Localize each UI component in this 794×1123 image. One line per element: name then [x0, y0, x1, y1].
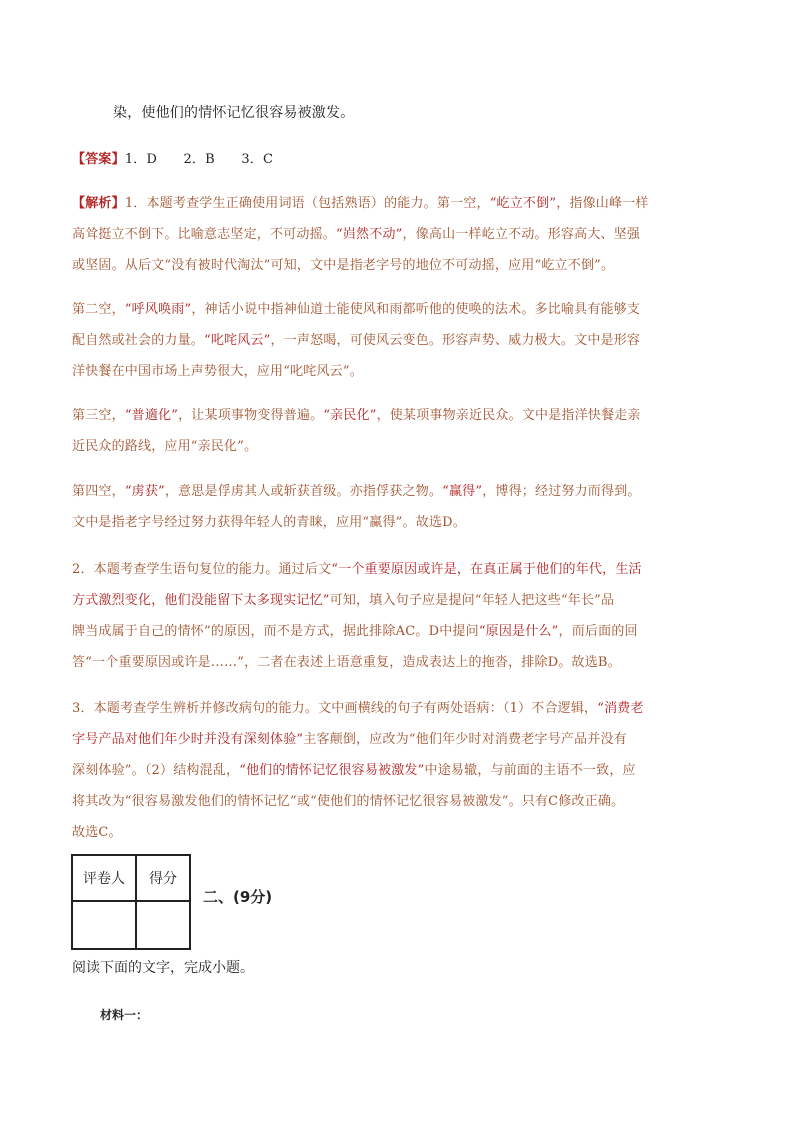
analysis-q2-line-4: 答“一个重要原因或许是……”，二者在表述上语意重复，造成表达上的拖沓，排除D。故选B。 [72, 655, 621, 670]
score-header: 得分 [136, 855, 190, 901]
grader-table [71, 854, 191, 950]
analysis-q1-p2-line-1: 第二空，“呼风唤雨”，神话小说中指神仙道士能使风和雨都听他的使唤的法术。多比喻具有能够支 [72, 302, 641, 317]
reading-instruction: 阅读下面的文字，完成小题。 [72, 960, 254, 976]
analysis-q3-line-4: 将其改为“很容易激发他们的情怀记忆”或“使他们的情怀记忆很容易被激发”。只有C修改正确。 [72, 794, 625, 809]
analysis-q3-line-2: 字号产品对他们年少时并没有深刻体验”主客颠倒，应改为“他们年少时对消费老字号产品并没有 [72, 732, 627, 747]
analysis-q3-line-5: 故选C。 [72, 825, 122, 840]
material-label: 材料一： [100, 1008, 149, 1022]
analysis-q1-line-2: 高耸挺立不倒下。比喻意志坚定，不可动摇。“岿然不动”，像高山一样屹立不动。形容高大、坚强 [72, 227, 641, 242]
top-line: 染，使他们的情怀记忆很容易被激发。 [113, 105, 355, 121]
analysis-q1-p2-line-2: 配自然或社会的力量。“叱咤风云”，一声怒喝，可使风云变色。形容声势、威力极大。文中是形容 [72, 333, 641, 348]
analysis-q2-line-2: 方式激烈变化，他们没能留下太多现实记忆”可知，填入句子应是提问“年轻人把这些“年长”品 [72, 593, 615, 608]
grader-header: 评卷人 [72, 855, 136, 901]
analysis-q3-line-3: 深刻体验”。（2）结构混乱，“他们的情怀记忆很容易被激发”中途易辙，与前面的主语不一致，应 [72, 763, 636, 778]
analysis-q1-line-3: 或坚固。从后文“没有被时代淘汰”可知，文中是指老字号的地位不可动摇，应用“屹立不倒”。 [72, 258, 615, 273]
analysis-label: 【解析】 [72, 196, 125, 211]
analysis-q1-p3-line-1: 第三空，“普適化”，让某项事物变得普遍。“亲民化”，使某项事物亲近民众。文中是指洋快餐走亲 [72, 408, 641, 423]
analysis-q1-p4-line-2: 文中是指老字号经过努力获得年轻人的青睐，应用“赢得”。故选D。 [72, 515, 466, 530]
answer-text: 1．D 2．B 3．C [124, 152, 274, 167]
grader-cell[interactable] [72, 901, 136, 949]
section-title: 二、(9分) [203, 888, 273, 906]
analysis-q1-p3-line-2: 近民众的路线，应用“亲民化”。 [72, 439, 258, 454]
analysis-q1-p4-line-1: 第四空，“虏获”，意思是俘虏其人或斩获首级。亦指俘获之物。“赢得”，博得；经过努力而得到。 [72, 484, 641, 499]
analysis-q3-line-1: 3．本题考查学生辨析并修改病句的能力。文中画横线的句子有两处语病：（1）不合逻辑，“消费老 [72, 701, 644, 716]
analysis-q1-line-1: 【解析】1．本题考查学生正确使用词语（包括熟语）的能力。第一空，“屹立不倒”，指像山峰一样 [72, 196, 649, 211]
analysis-q2-line-3: 牌当成属于自己的情怀”的原因，而不是方式，据此排除AC。D中提问“原因是什么”，而后面的回 [72, 624, 638, 639]
score-cell[interactable] [136, 901, 190, 949]
answer-line [72, 148, 712, 167]
answer-label: 【答案】 [72, 152, 125, 167]
analysis-q2-line-1: 2．本题考查学生语句复位的能力。通过后文“一个重要原因或许是，在真正属于他们的年代，生活 [72, 562, 642, 577]
analysis-q1-p2-line-3: 洋快餐在中国市场上声势很大，应用“叱咤风云”。 [72, 364, 363, 379]
